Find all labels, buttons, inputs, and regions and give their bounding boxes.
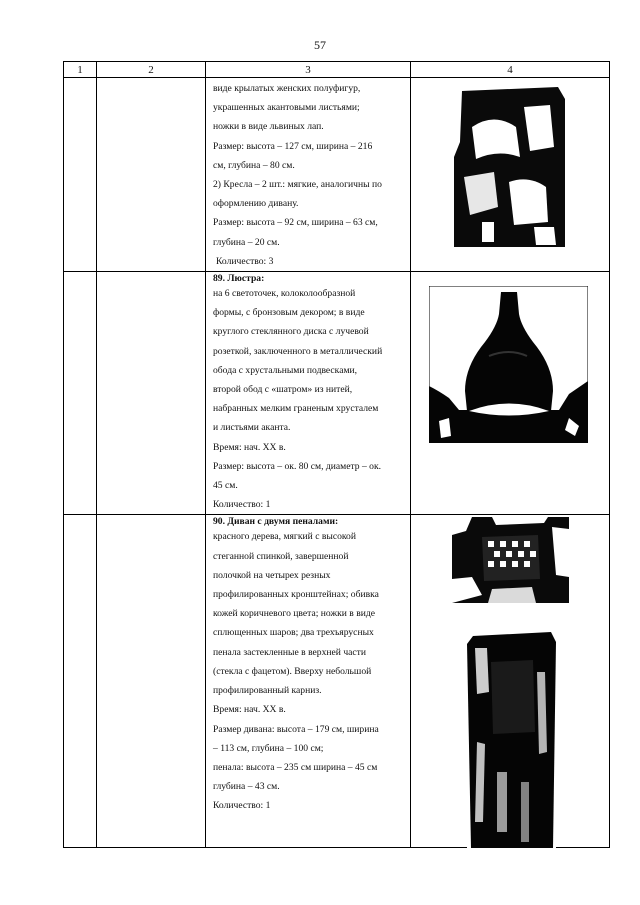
chandelier-photo	[429, 286, 588, 443]
description-cell: 90. Диван с двумя пеналами: красного дерева, мягкий с высокой стеганной спинкой, завершенной полочкой на четырех резных профилированных кронштейнах; обивка кожей коричневого цвета; ножки в виде сплющенных шаров; два трехъярусных пенала застекленные в верхней части (стекла с фацетом). Вверху небольшой профилированный карниз. Время: нач. XX в. Размер дивана: высота – 179 см, ширина – 113 см, глубина – 100 см; пенала: высота – 235 см ширина – 45 см глубина – 43 см. Количество: 1	[206, 515, 411, 848]
item-title: 89. Люстра:	[213, 273, 265, 285]
sofa-photo	[452, 517, 569, 603]
description-cell: 89. Люстра: на 6 светоточек, колоколообразной формы, с бронзовым декором; в виде круглого стеклянного диска с лучевой розеткой, заключенного в металлический обода с хрустальными подвесками, второй обод с «шатром» из нитей, набранных мелким граненым хрусталем и листьями аканта. Время: нач. XX в. Размер: высота – ок. 80 см, диаметр – ок. 45 см. Количество: 1	[206, 272, 411, 515]
page-number: 57	[314, 38, 326, 52]
photo-cell	[411, 272, 610, 515]
armchair-photo	[454, 87, 565, 247]
photo-cell	[411, 78, 610, 272]
table-row	[64, 78, 610, 272]
item-title: 90. Диван с двумя пеналами:	[213, 516, 339, 528]
catalog-table	[63, 61, 610, 848]
description-cell: виде крылатых женских полуфигур, украшенных акантовыми листьями; ножки в виде львиных лап. Размер: высота – 127 см, ширина – 216 см, глубина – 80 см. 2) Кресла – 2 шт.: мягкие, аналогичны по оформлению дивану. Размер: высота – 92 см, ширина – 63 см, глубина – 20 см. Количество: 3	[206, 78, 411, 272]
header-cell-2: 2	[97, 62, 206, 78]
cabinet-photo	[467, 632, 556, 848]
header-cell-4: 4	[411, 62, 610, 78]
header-cell-3: 3	[206, 62, 411, 78]
photo-cell	[411, 515, 610, 848]
header-row	[64, 62, 610, 78]
table-row	[64, 515, 610, 848]
header-cell-1: 1	[64, 62, 97, 78]
table-row	[64, 272, 610, 515]
